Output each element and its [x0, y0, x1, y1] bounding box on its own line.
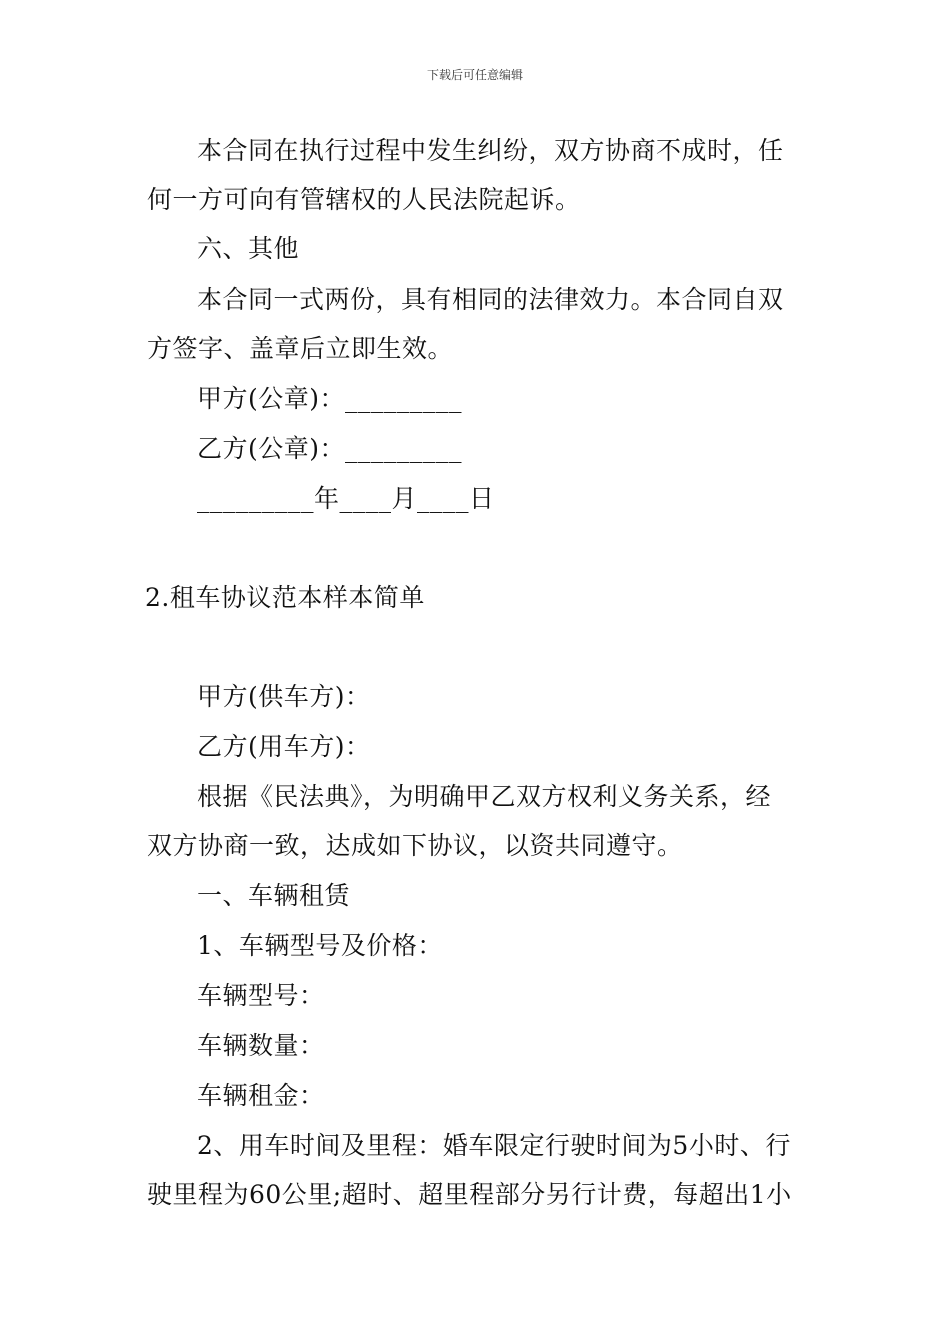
field-label: 车辆数量： — [197, 1031, 325, 1060]
date-line: _________年____月____日 — [197, 484, 495, 513]
clause-heading: 1、车辆型号及价格： — [197, 931, 443, 960]
section-heading: 六、其他 — [197, 234, 300, 263]
signature-line-party-a: 甲方(公章)：_________ — [197, 384, 463, 413]
page-header: 下载后可任意编辑 — [426, 68, 523, 82]
paragraph-line: 2、用车时间及里程：婚车限定行驶时间为5小时、行 — [197, 1131, 791, 1160]
party-b-line: 乙方(用车方)： — [197, 732, 371, 761]
paragraph-line: 根据《民法典》，为明确甲乙双方权利义务关系，经 — [197, 782, 772, 811]
paragraph-line: 双方协商一致，达成如下协议，以资共同遵守。 — [147, 831, 683, 860]
party-a-line: 甲方(供车方)： — [197, 682, 371, 711]
signature-line-party-b: 乙方(公章)：_________ — [197, 434, 463, 463]
field-label: 车辆租金： — [197, 1081, 325, 1110]
paragraph-line: 方签字、盖章后立即生效。 — [147, 334, 454, 363]
paragraph-line: 本合同一式两份，具有相同的法律效力。本合同自双 — [197, 285, 784, 314]
section-heading: 一、车辆租赁 — [197, 881, 351, 910]
paragraph-line: 何一方可向有管辖权的人民法院起诉。 — [147, 185, 581, 214]
paragraph-line: 本合同在执行过程中发生纠纷，双方协商不成时，任 — [197, 136, 784, 165]
document-title: 2.租车协议范本样本简单 — [145, 583, 425, 612]
field-label: 车辆型号： — [197, 981, 325, 1010]
paragraph-line: 驶里程为60公里;超时、超里程部分另行计费，每超出1小 — [147, 1180, 792, 1209]
